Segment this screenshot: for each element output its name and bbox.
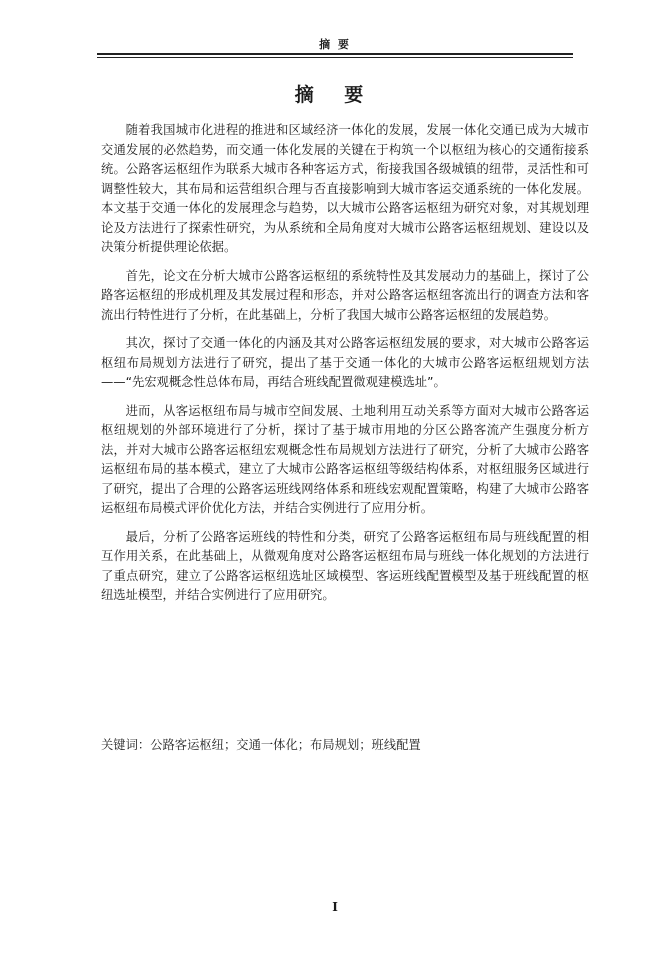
abstract-paragraph: 最后，分析了公路客运班线的特性和分类，研究了公路客运枢纽布局与班线配置的相互作用关系，在此基础上，从微观角度对公路客运枢纽布局与班线一体化规划的方法进行了重点研究，建立了公路客运枢纽选址区域模型、客运班线配置模型及基于班线配置的枢纽选址模型，并结合实例进行了应用研究。 [101,529,589,602]
abstract-paragraph: 首先，论文在分析大城市公路客运枢纽的系统特性及其发展动力的基础上，探讨了公路客运枢纽的形成机理及其发展过程和形态，并对公路客运枢纽客流出行的调查方法和客流出行特性进行了分析，在此基础上，分析了我国大城市公路客运枢纽的发展趋势。 [101,268,589,322]
page-title: 摘 要 [294,84,376,106]
abstract-body [101,121,589,615]
page-number: I [332,900,338,914]
header-rule-secondary [97,57,573,58]
header-rule [97,53,573,55]
abstract-paragraph: 其次，探讨了交通一体化的内涵及其对公路客运枢纽发展的要求，对大城市公路客运枢纽布局规划方法进行了研究，提出了基于交通一体化的大城市公路客运枢纽规划方法——“先宏观概念性总体布局，再结合班线配置微观建模选址”。 [101,336,589,389]
abstract-paragraph: 进而，从客运枢纽布局与城市空间发展、土地利用互动关系等方面对大城市公路客运枢纽规划的外部环境进行了分析，探讨了基于城市用地的分区公路客流产生强度分析方法，并对大城市公路客运枢纽宏观概念性布局规划方法进行了研究，分析了大城市公路客运枢纽布局的基本模式，建立了大城市公路客运枢纽等级结构体系，对枢纽服务区域进行了研究，提出了合理的公路客运班线网络体系和班线宏观配置策略，构建了大城市公路客运枢纽布局模式评价优化方法，并结合实例进行了应用分析。 [101,403,589,515]
abstract-paragraph: 随着我国城市化进程的推进和区域经济一体化的发展，发展一体化交通已成为大城市交通发展的必然趋势，而交通一体化发展的关键在于构筑一个以枢纽为核心的交通衔接系统。公路客运枢纽作为联系大城市各种客运方式，衔接我国各级城镇的纽带，灵活性和可调整性较大，其布局和运营组织合理与否直接影响到大城市客运交通系统的一体化发展。本文基于交通一体化的发展理念与趋势，以大城市公路客运枢纽为研究对象，对其规划理论及方法进行了探索性研究，为从系统和全局角度对大城市公路客运枢纽规划、建设以及决策分析提供理论依据。 [101,123,589,254]
running-header: 摘 要 [319,38,351,51]
keywords-line: 关键词：公路客运枢纽；交通一体化；布局规划；班线配置 [101,738,421,752]
